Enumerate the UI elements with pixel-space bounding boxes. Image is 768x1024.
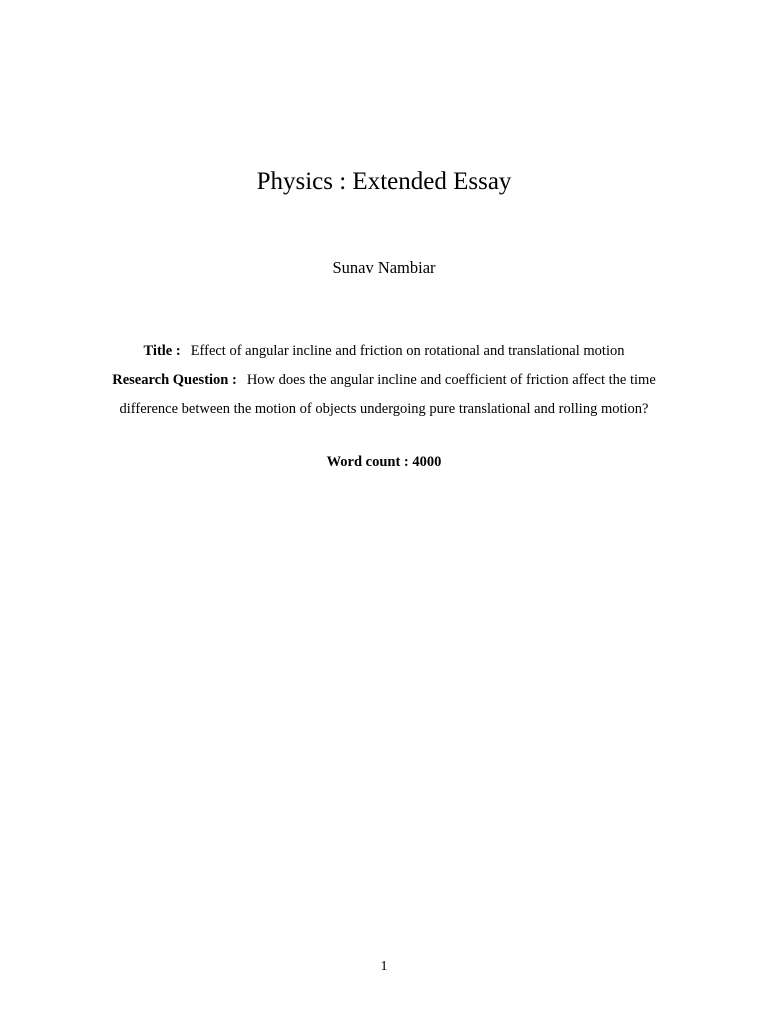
title-label: Title : [143, 343, 181, 359]
research-question-label: Research Question : [112, 372, 237, 388]
word-count-line [0, 452, 768, 472]
research-question-text-1: How does the angular incline and coefficient of friction affect the time [246, 372, 656, 388]
essay-title-line [0, 341, 768, 361]
author-name: Sunav Nambiar [332, 258, 436, 277]
research-question-line-1 [0, 370, 768, 390]
document-heading: Physics : Extended Essay [256, 168, 512, 195]
research-question-text-2: difference between the motion of objects undergoing pure translational and rolling motion? [119, 401, 649, 417]
word-count-label: Word count : [326, 454, 409, 470]
title-text: Effect of angular incline and friction on rotational and translational motion [190, 343, 625, 359]
page-number: 1 [380, 959, 388, 974]
word-count-value: 4000 [412, 454, 442, 470]
research-question-line-2 [0, 399, 768, 419]
